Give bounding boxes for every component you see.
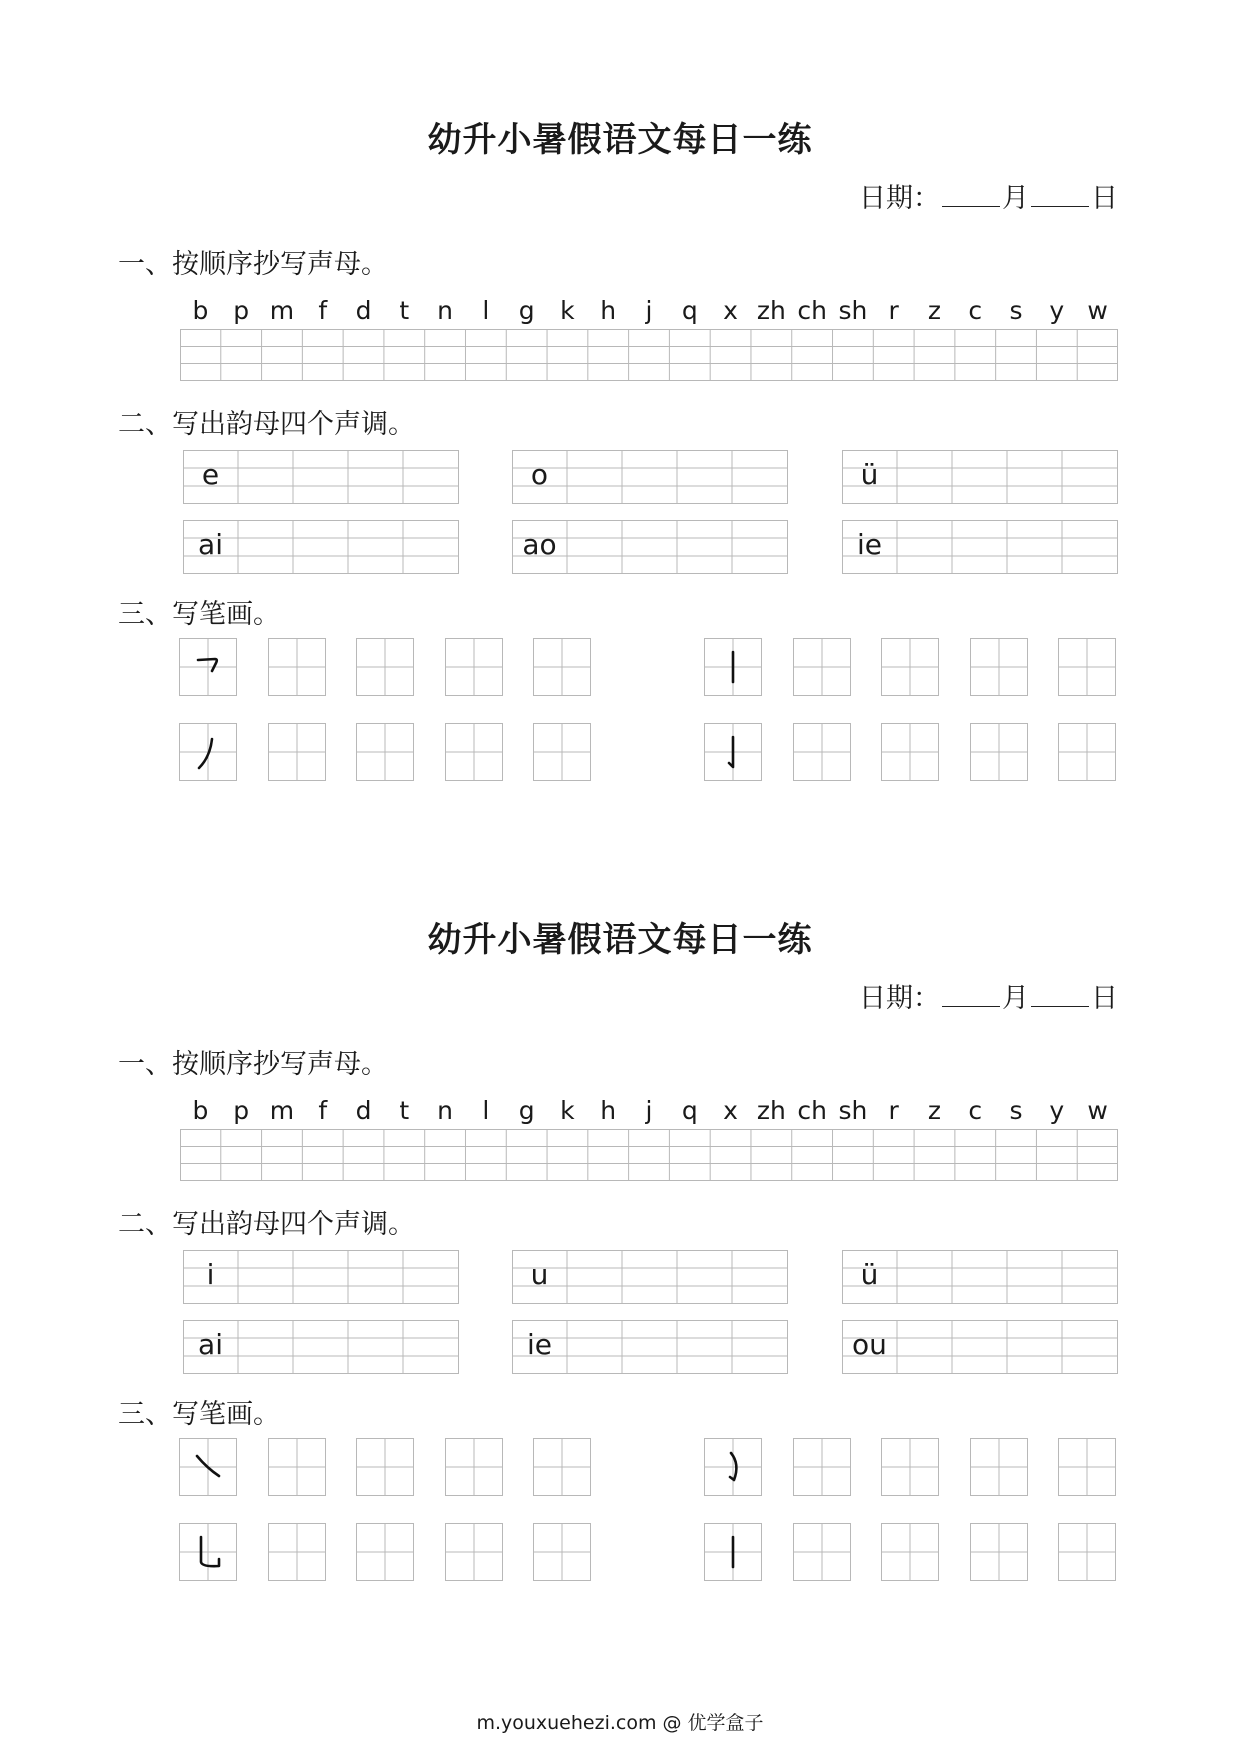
initial-letter: z: [927, 296, 942, 325]
final-tone-box[interactable]: [512, 520, 788, 574]
month-blank[interactable]: [942, 184, 1000, 207]
initial-letter: s: [1009, 1096, 1023, 1125]
initial-letter: l: [482, 1096, 490, 1125]
initial-letter: f: [318, 1096, 328, 1125]
final-tone-box[interactable]: [842, 1320, 1118, 1374]
initial-letter: sh: [838, 296, 868, 325]
initial-letter: m: [269, 1096, 295, 1125]
stroke-practice-cell[interactable]: [970, 638, 1028, 696]
date-line: [859, 976, 1118, 1015]
wan-gou-icon: [704, 1438, 762, 1496]
final-tone-box[interactable]: [842, 520, 1118, 574]
stroke-practice-cell[interactable]: [793, 723, 851, 781]
stroke-practice-cell[interactable]: [356, 638, 414, 696]
initial-letter: m: [269, 296, 295, 325]
initial-letter: s: [1009, 296, 1023, 325]
initial-letter: c: [968, 296, 983, 325]
final-label: ai: [198, 1328, 223, 1361]
stroke-practice-cell[interactable]: [533, 638, 591, 696]
section-3-heading: 三、写笔画。: [118, 599, 280, 630]
final-label: o: [530, 458, 549, 491]
stroke-practice-cell[interactable]: [356, 1523, 414, 1581]
shu-icon: [704, 1523, 762, 1581]
section-2-heading: 二、写出韵母四个声调。: [118, 409, 415, 440]
final-tone-box[interactable]: [183, 1250, 459, 1304]
stroke-practice-cell[interactable]: [445, 1523, 503, 1581]
date-label: 日期：: [859, 983, 940, 1014]
stroke-practice-cell[interactable]: [533, 1438, 591, 1496]
initial-letter: j: [645, 1096, 653, 1125]
final-tone-box[interactable]: [512, 1250, 788, 1304]
final-label: e: [201, 458, 220, 491]
stroke-practice-cell[interactable]: [970, 1523, 1028, 1581]
initial-letter: p: [233, 1096, 250, 1125]
stroke-practice-cell[interactable]: [970, 1438, 1028, 1496]
initial-letter: zh: [756, 1096, 786, 1125]
initial-letter: q: [681, 296, 698, 325]
initial-letter: w: [1087, 1096, 1108, 1125]
stroke-model-cell: [704, 723, 762, 781]
date-line: [859, 176, 1118, 215]
stroke-practice-cell[interactable]: [533, 723, 591, 781]
stroke-practice-cell[interactable]: [268, 1438, 326, 1496]
initial-letter: ch: [797, 296, 827, 325]
initials-row: [180, 1094, 1118, 1128]
final-tone-box[interactable]: [183, 520, 459, 574]
final-tone-box[interactable]: [512, 450, 788, 504]
stroke-practice-cell[interactable]: [793, 1523, 851, 1581]
final-label: ou: [852, 1328, 887, 1361]
stroke-practice-cell[interactable]: [268, 638, 326, 696]
initial-letter: t: [399, 296, 410, 325]
stroke-practice-cell[interactable]: [1058, 638, 1116, 696]
initial-letter: r: [888, 1096, 899, 1125]
heng-zhe-icon: [179, 638, 237, 696]
initial-letter: b: [192, 1096, 209, 1125]
initial-letter: g: [518, 1096, 535, 1125]
stroke-practice-cell[interactable]: [445, 723, 503, 781]
stroke-practice-cell[interactable]: [881, 638, 939, 696]
final-label: ie: [526, 1328, 552, 1361]
worksheet-title: 幼升小暑假语文每日一练: [427, 920, 813, 960]
final-tone-box[interactable]: [842, 450, 1118, 504]
stroke-model-cell: [704, 638, 762, 696]
final-tone-box[interactable]: [512, 1320, 788, 1374]
initial-letter: j: [645, 296, 653, 325]
stroke-practice-cell[interactable]: [793, 1438, 851, 1496]
initial-letter: p: [233, 296, 250, 325]
initial-letter: q: [681, 1096, 698, 1125]
shu-gou-icon: [704, 723, 762, 781]
initial-letter: n: [437, 1096, 453, 1125]
initial-letter: x: [723, 296, 738, 325]
stroke-model-cell: [704, 1523, 762, 1581]
initial-letter: d: [355, 296, 372, 325]
initial-letter: z: [927, 1096, 942, 1125]
stroke-practice-cell[interactable]: [793, 638, 851, 696]
stroke-practice-cell[interactable]: [445, 638, 503, 696]
final-tone-box[interactable]: [183, 450, 459, 504]
final-label: ie: [856, 528, 882, 561]
date-label: 日期：: [859, 183, 940, 214]
na-icon: [179, 1438, 237, 1496]
initial-letter: x: [723, 1096, 738, 1125]
worksheet-1: [0, 0, 1240, 790]
section-2-heading: 二、写出韵母四个声调。: [118, 1209, 415, 1240]
stroke-model-cell: [179, 1523, 237, 1581]
initial-letter: zh: [756, 296, 786, 325]
stroke-practice-cell[interactable]: [356, 723, 414, 781]
section-3-heading: 三、写笔画。: [118, 1399, 280, 1430]
stroke-practice-cell[interactable]: [268, 1523, 326, 1581]
four-line-grid: [180, 329, 1118, 381]
day-label: 日: [1091, 983, 1118, 1014]
day-label: 日: [1091, 183, 1118, 214]
stroke-practice-cell[interactable]: [533, 1523, 591, 1581]
stroke-practice-cell[interactable]: [1058, 723, 1116, 781]
four-line-grid: [180, 1129, 1118, 1181]
initial-letter: h: [600, 1096, 617, 1125]
stroke-model-cell: [704, 1438, 762, 1496]
pie-icon: [179, 723, 237, 781]
final-label: u: [530, 1258, 549, 1291]
stroke-practice-cell[interactable]: [445, 1438, 503, 1496]
initial-letter: w: [1087, 296, 1108, 325]
final-label: ü: [860, 1258, 879, 1291]
initial-letter: b: [192, 296, 209, 325]
stroke-model-cell: [179, 1438, 237, 1496]
section-1-heading: 一、按顺序抄写声母。: [118, 1049, 388, 1080]
initial-letter: c: [968, 1096, 983, 1125]
month-label: 月: [1002, 183, 1029, 214]
final-tone-box[interactable]: [842, 1250, 1118, 1304]
stroke-practice-cell[interactable]: [881, 1438, 939, 1496]
final-tone-box[interactable]: [183, 1320, 459, 1374]
initial-letter: d: [355, 1096, 372, 1125]
footer-source: m.youxuehezi.com @ 优学盒子: [476, 1712, 764, 1734]
final-label: ü: [860, 458, 879, 491]
initial-letter: l: [482, 296, 490, 325]
worksheet-2: [0, 800, 1240, 1590]
day-blank[interactable]: [1031, 184, 1089, 207]
month-blank[interactable]: [942, 984, 1000, 1007]
stroke-practice-cell[interactable]: [268, 723, 326, 781]
stroke-practice-cell[interactable]: [881, 723, 939, 781]
stroke-model-cell: [179, 638, 237, 696]
stroke-practice-cell[interactable]: [970, 723, 1028, 781]
day-blank[interactable]: [1031, 984, 1089, 1007]
initial-letter: g: [518, 296, 535, 325]
stroke-practice-cell[interactable]: [1058, 1438, 1116, 1496]
final-label: i: [206, 1258, 215, 1291]
final-label: ai: [198, 528, 223, 561]
shu-wan-gou-icon: [179, 1523, 237, 1581]
initial-letter: f: [318, 296, 328, 325]
initials-copy-grid[interactable]: [180, 329, 1118, 381]
worksheet-title: 幼升小暑假语文每日一练: [427, 120, 813, 160]
initial-letter: y: [1049, 1096, 1065, 1125]
month-label: 月: [1002, 983, 1029, 1014]
initials-copy-grid[interactable]: [180, 1129, 1118, 1181]
initial-letter: sh: [838, 1096, 868, 1125]
initial-letter: y: [1049, 296, 1065, 325]
final-label: ao: [522, 528, 557, 561]
section-1-heading: 一、按顺序抄写声母。: [118, 249, 388, 280]
initial-letter: k: [560, 296, 575, 325]
stroke-practice-cell[interactable]: [881, 1523, 939, 1581]
initial-letter: t: [399, 1096, 410, 1125]
stroke-practice-cell[interactable]: [1058, 1523, 1116, 1581]
initial-letter: r: [888, 296, 899, 325]
initial-letter: n: [437, 296, 453, 325]
stroke-practice-cell[interactable]: [356, 1438, 414, 1496]
initial-letter: h: [600, 296, 617, 325]
initials-row: [180, 294, 1118, 328]
initial-letter: ch: [797, 1096, 827, 1125]
shu-icon: [704, 638, 762, 696]
initial-letter: k: [560, 1096, 575, 1125]
stroke-model-cell: [179, 723, 237, 781]
